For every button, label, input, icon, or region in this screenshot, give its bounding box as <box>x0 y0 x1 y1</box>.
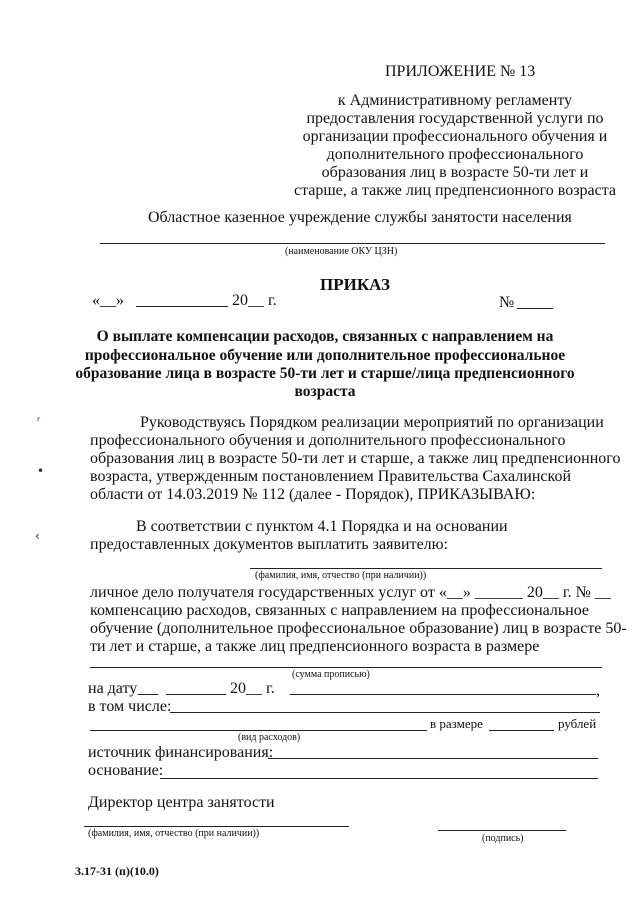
order-title: ПРИКАЗ <box>320 275 390 294</box>
paragraph1-line-5: области от 14.03.2019 № 112 (далее - Порядок), ПРИКАЗЫВАЮ: <box>90 486 536 503</box>
date-day-line <box>138 694 158 695</box>
body-line-1: личное дело получателя государственных услуг от «__» ______ 20__ г. № __ <box>90 584 611 601</box>
currency-label: рублей <box>558 716 597 731</box>
paragraph2-line-1: В соответствии с пунктом 4.1 Порядка и на основании <box>136 518 508 535</box>
appendix-title: ПРИЛОЖЕНИЕ № 13 <box>385 63 536 80</box>
expense-line <box>90 730 427 731</box>
order-date-day: «__» <box>92 292 124 309</box>
director-label: Директор центра занятости <box>88 794 275 811</box>
appendix-line-2: предоставления государственной услуги по <box>306 110 604 127</box>
date-label: на дату <box>88 680 138 697</box>
fio-caption: (фамилия, имя, отчество (при наличии)) <box>255 570 427 581</box>
date-month-line <box>166 694 226 695</box>
director-fio-line <box>84 826 349 827</box>
signature-caption: (подпись) <box>482 833 524 844</box>
margin-mark: ‹ <box>35 529 40 543</box>
appendix-line-6: старше, а также лиц предпенсионного возраста <box>293 182 617 199</box>
source-label: источник финансирования: <box>88 744 274 761</box>
order-heading-3: образование лица в возрасте 50-ти лет и старше/лица предпенсионного <box>75 365 575 382</box>
paragraph1-line-1: Руководствуясь Порядком реализации мероприятий по организации <box>140 414 604 431</box>
sum-caption: (сумма прописью) <box>292 669 370 680</box>
institution-caption: (наименование ОКУ ЦЗН) <box>285 246 398 257</box>
source-line <box>268 758 598 759</box>
basis-line <box>160 778 598 779</box>
signature-line <box>438 830 566 831</box>
form-code: 3.17-31 (п)(10.0) <box>75 864 159 878</box>
appendix-line-1: к Административному регламенту <box>337 92 573 109</box>
date-comma: , <box>596 682 600 699</box>
order-heading-2: профессиональное обучение или дополнительное профессиональное <box>84 347 566 364</box>
appendix-line-4: дополнительного профессионального <box>326 146 584 163</box>
order-number-line <box>517 308 553 309</box>
body-line-2: компенсацию расходов, связанных с направлением на профессиональное <box>90 602 590 619</box>
body-line-3: обучение (дополнительное профессиональное образование) лиц в возрасте 50- <box>90 620 627 637</box>
expense-caption: (вид расходов) <box>238 732 301 743</box>
margin-mark: ʳ <box>37 414 41 428</box>
fio-line <box>250 568 602 569</box>
paragraph1-line-4: возраста, утвержденным постановлением Правительства Сахалинской <box>90 468 572 485</box>
amount-label: в размере <box>430 716 483 731</box>
order-number-label: № <box>499 294 515 311</box>
including-label: в том числе: <box>88 698 172 715</box>
body-line-4: ти лет и старше, а также лиц предпенсионного возраста в размере <box>90 638 540 655</box>
institution-name: Областное казенное учреждение службы занятости населения <box>148 209 572 226</box>
order-heading-1: О выплате компенсации расходов, связанных с направлением на <box>96 328 554 345</box>
date-year: 20__ г. <box>230 680 275 697</box>
sum-line <box>90 667 602 668</box>
paragraph1-line-3: образования лиц в возрасте 50-ти лет и старше, а также лиц предпенсионного <box>90 450 621 467</box>
director-fio-caption: (фамилия, имя, отчество (при наличии)) <box>88 828 260 839</box>
amount-line <box>489 730 554 731</box>
order-date-year: 20__ г. <box>232 292 277 309</box>
institution-line <box>100 243 605 244</box>
order-date-month-line <box>136 306 228 307</box>
appendix-line-5: образования лиц в возрасте 50-ти лет и <box>321 164 589 181</box>
date-rest-line <box>290 694 596 695</box>
paragraph1-line-2: профессионального обучения и дополнительного профессионального <box>90 432 566 449</box>
including-line <box>170 712 600 713</box>
margin-mark: • <box>37 464 45 478</box>
basis-label: основание: <box>88 762 164 779</box>
order-heading-4: возраста <box>294 383 356 400</box>
appendix-line-3: организации профессионального обучения и <box>302 128 608 145</box>
paragraph2-line-2: предоставленных документов выплатить заявителю: <box>90 536 449 553</box>
